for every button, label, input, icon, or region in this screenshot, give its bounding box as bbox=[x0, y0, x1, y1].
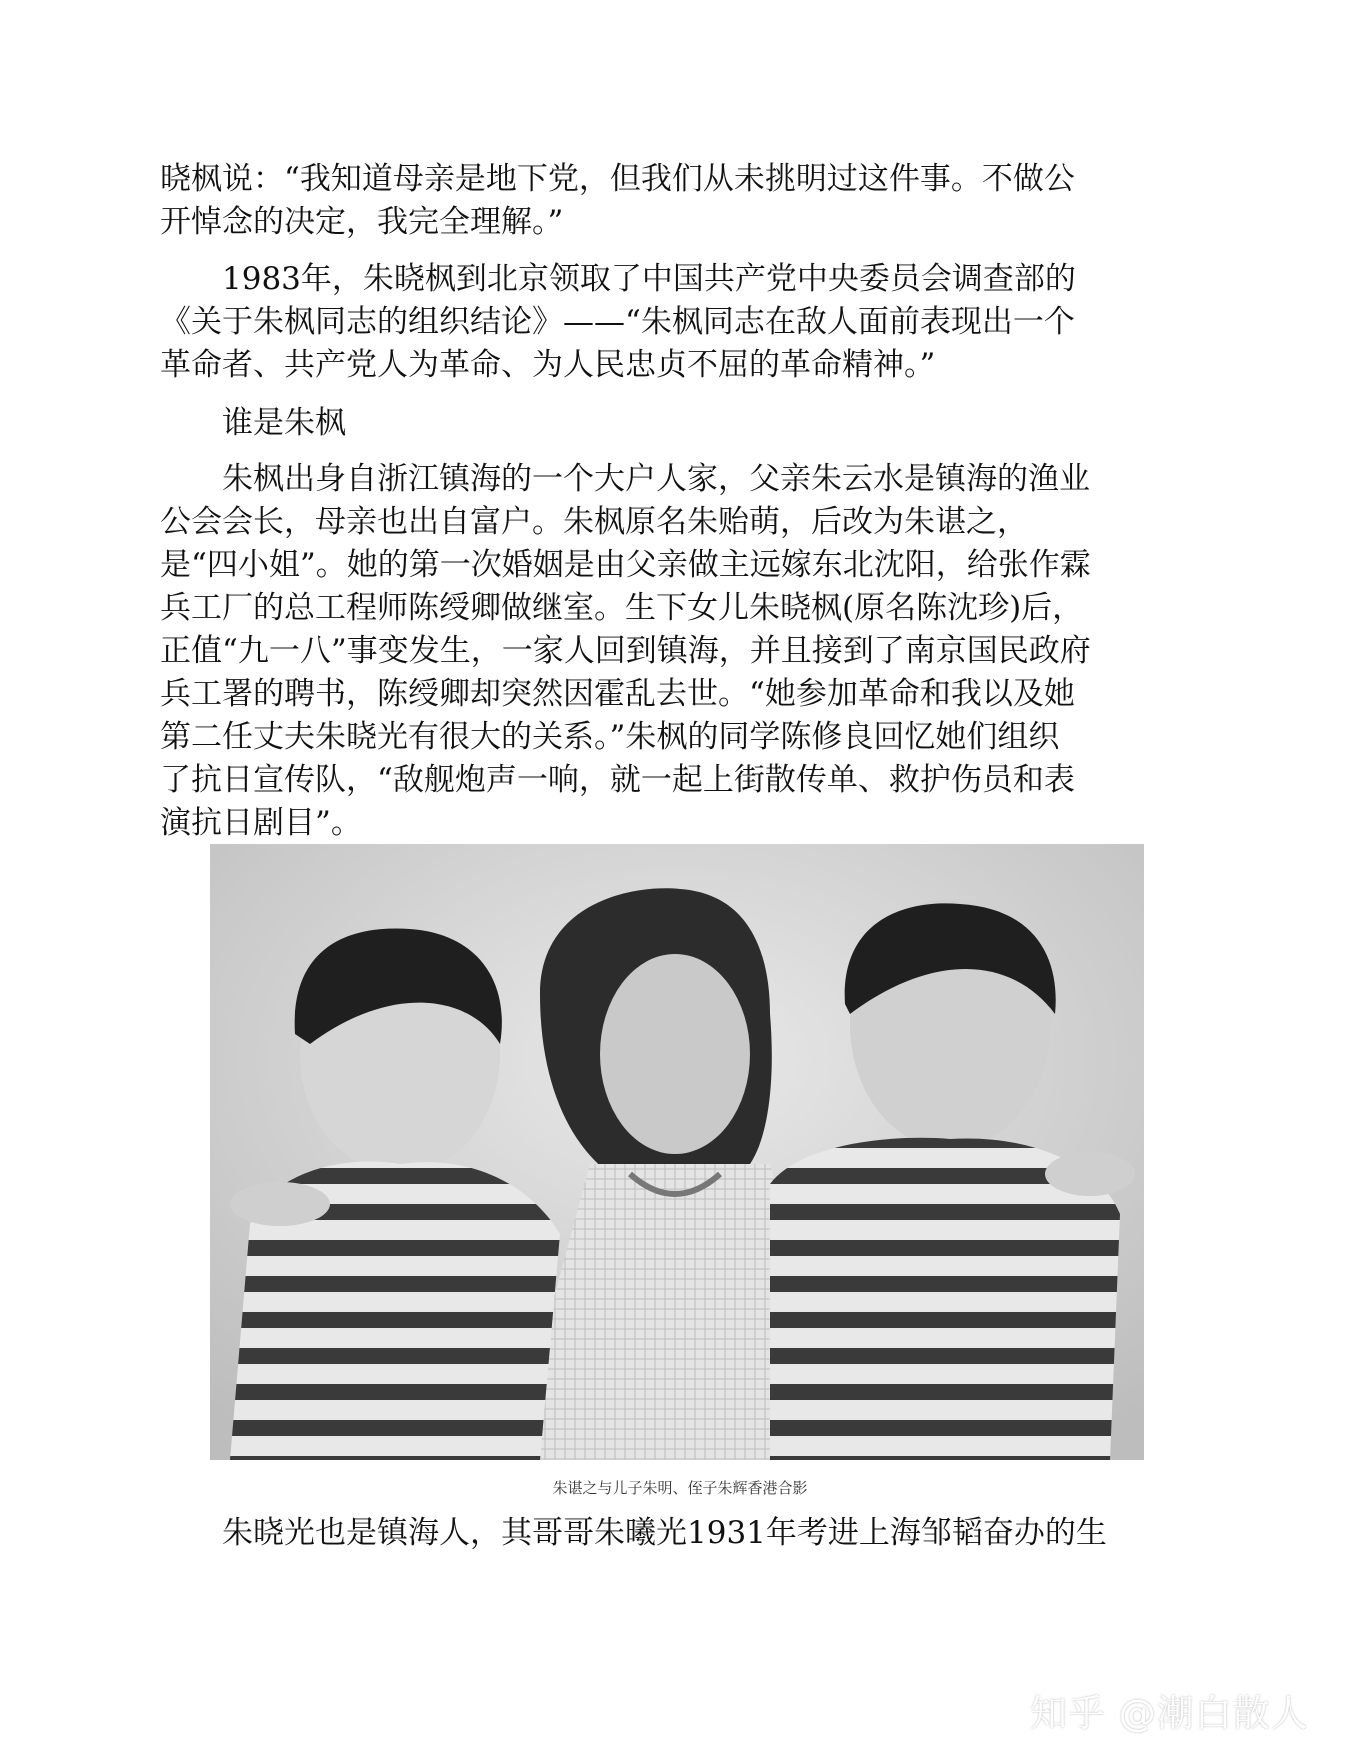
text-line: 是“四小姐”。她的第一次婚姻是由父亲做主远嫁东北沈阳，给张作霖 bbox=[160, 547, 1091, 583]
photo-illustration bbox=[210, 844, 1144, 1460]
text-line: 朱枫出身自浙江镇海的一个大户人家，父亲朱云水是镇海的渔业 bbox=[160, 461, 1090, 497]
zhihu-watermark: 知乎 @潮白散人 bbox=[1030, 1692, 1309, 1735]
paragraph-4 bbox=[160, 1512, 1220, 1555]
text-line: 兵工厂的总工程师陈绶卿做继室。生下女儿朱晓枫(原名陈沈珍)后， bbox=[160, 590, 1084, 626]
text-line: 公会会长，母亲也出自富户。朱枫原名朱贻萌，后改为朱谌之， bbox=[160, 504, 1028, 540]
family-photo bbox=[210, 844, 1144, 1460]
photo-caption: 朱谌之与儿子朱明、侄子朱辉香港合影 bbox=[552, 1479, 808, 1497]
paragraph-2 bbox=[160, 258, 1220, 387]
text-line: 兵工署的聘书，陈绶卿却突然因霍乱去世。“她参加革命和我以及她 bbox=[160, 676, 1075, 712]
text-line: 演抗日剧目”。 bbox=[160, 805, 362, 841]
text-line: 晓枫说：“我知道母亲是地下党，但我们从未挑明过这件事。不做公 bbox=[160, 161, 1075, 197]
text-line: 1983年，朱晓枫到北京领取了中国共产党中央委员会调查部的 bbox=[160, 261, 1076, 297]
text-line: 革命者、共产党人为革命、为人民忠贞不屈的革命精神。” bbox=[160, 347, 936, 383]
text-line: 《关于朱枫同志的组织结论》——“朱枫同志在敌人面前表现出一个 bbox=[160, 304, 1075, 340]
text-line: 谁是朱枫 bbox=[160, 405, 346, 441]
paragraph-1 bbox=[160, 158, 1220, 244]
text-line: 正值“九一八”事变发生，一家人回到镇海，并且接到了南京国民政府 bbox=[160, 633, 1091, 669]
text-line: 第二任丈夫朱晓光有很大的关系。”朱枫的同学陈修良回忆她们组织 bbox=[160, 719, 1060, 755]
section-heading bbox=[160, 402, 1220, 445]
text-line: 了抗日宣传队，“敌舰炮声一响，就一起上街散传单、救护伤员和表 bbox=[160, 762, 1075, 798]
paragraph-3 bbox=[160, 458, 1220, 845]
text-line: 开悼念的决定，我完全理解。” bbox=[160, 204, 564, 240]
text-line: 朱晓光也是镇海人，其哥哥朱曦光1931年考进上海邹韬奋办的生 bbox=[160, 1515, 1107, 1551]
